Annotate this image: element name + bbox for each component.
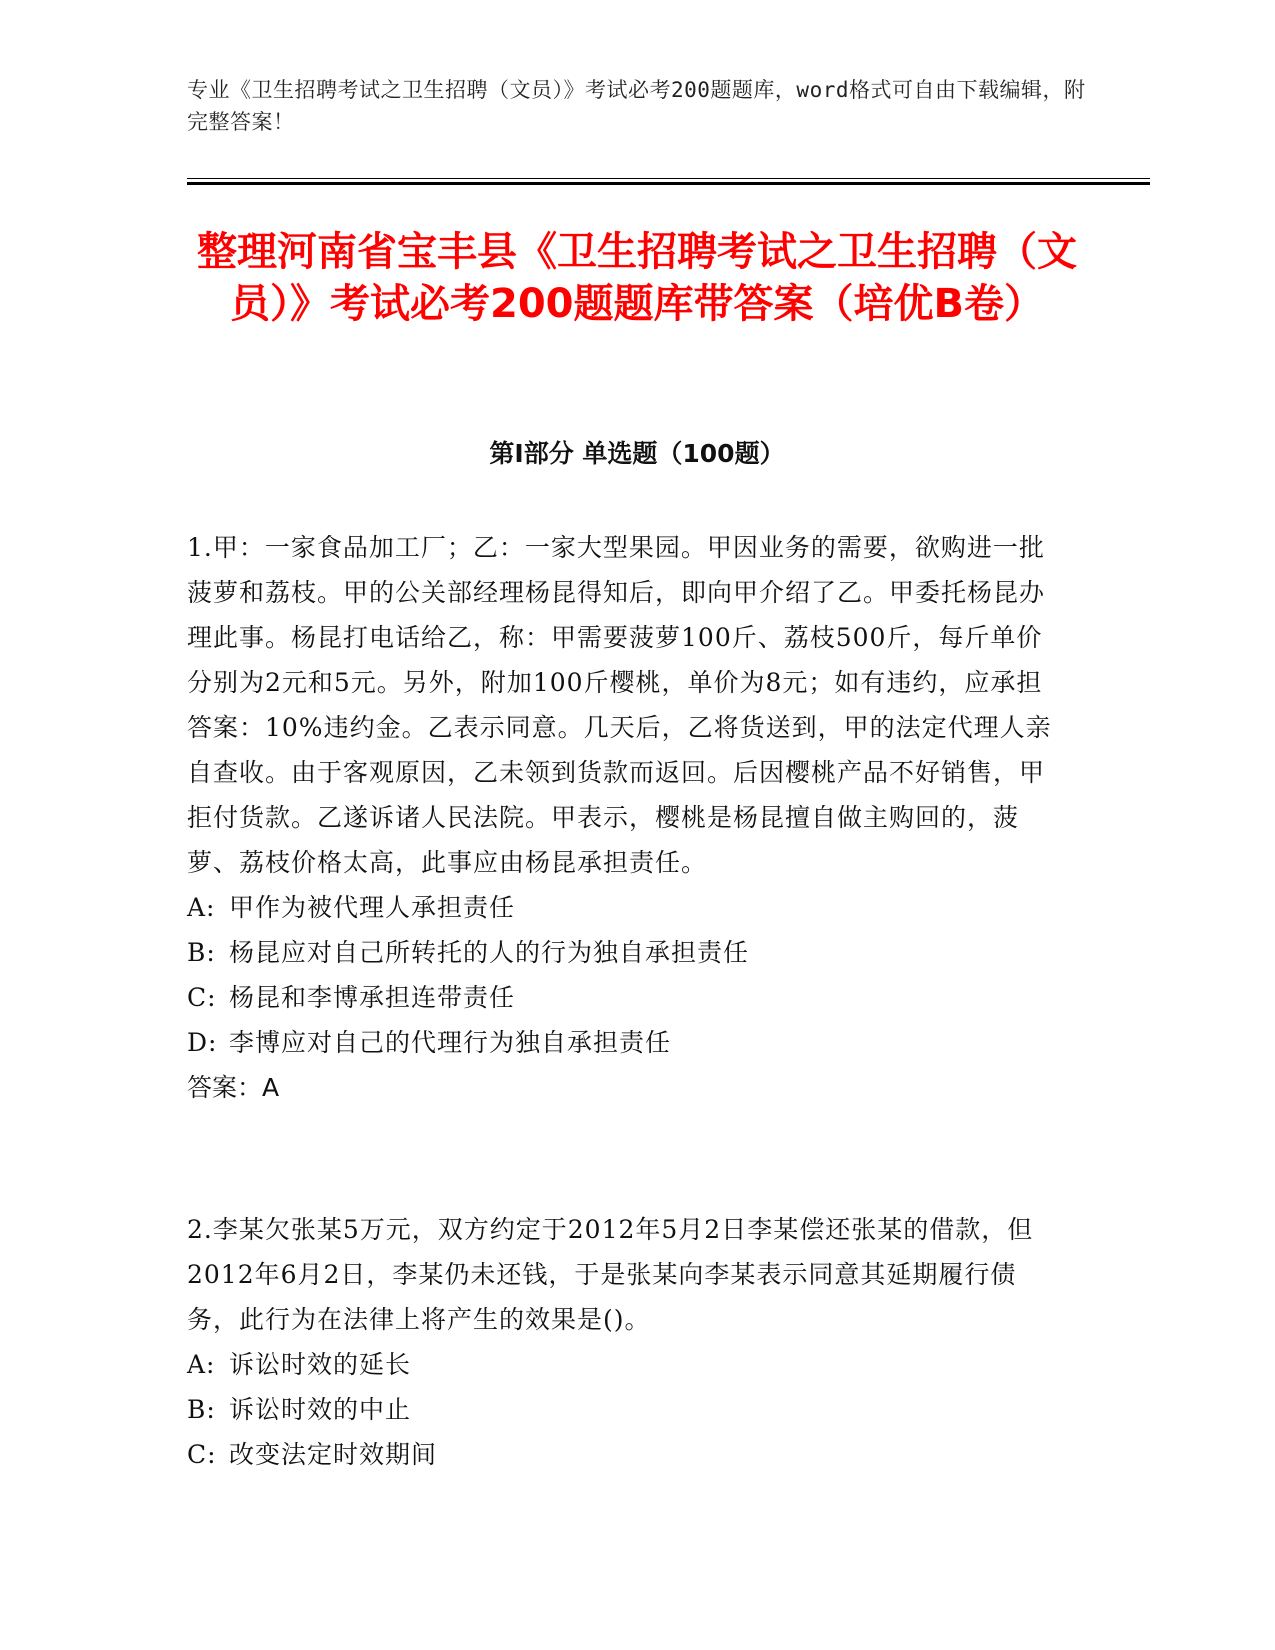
question-2: [187, 1207, 1067, 1477]
option-key: A:: [187, 1350, 216, 1379]
option-text: 李博应对自己的代理行为独自承担责任: [229, 1028, 672, 1057]
option-text: 诉讼时效的延长: [229, 1350, 412, 1379]
option-b: [187, 1387, 1067, 1432]
option-key: A:: [187, 893, 216, 922]
option-key: C:: [187, 983, 217, 1012]
document-title: 整理河南省宝丰县《卫生招聘考试之卫生招聘（文员）》考试必考200题题库带答案（培优B卷）: [197, 229, 1077, 327]
option-text: 改变法定时效期间: [229, 1440, 438, 1469]
option-text: 甲作为被代理人承担责任: [229, 893, 516, 922]
option-text: 杨昆和李博承担连带责任: [229, 983, 516, 1012]
option-key: B:: [187, 1395, 216, 1424]
option-key: C:: [187, 1440, 217, 1469]
header-divider-thin: [187, 178, 1150, 179]
question-stem: 2.李某欠张某5万元，双方约定于2012年5月2日李某偿还张某的借款，但2012年6月2日，李某仍未还钱，于是张某向李某表示同意其延期履行债务，此行为在法律上将产生的效果是()。: [187, 1215, 1034, 1334]
option-d: [187, 1020, 1067, 1065]
option-c: [187, 975, 1067, 1020]
header-divider-thick: [187, 182, 1150, 185]
question-stem: 1.甲：一家食品加工厂；乙：一家大型果园。甲因业务的需要，欲购进一批菠萝和荔枝。甲的公关部经理杨昆得知后，即向甲介绍了乙。甲委托杨昆办理此事。杨昆打电话给乙，称：甲需要菠萝100斤、荔枝500斤，每斤单价分别为2元和5元。另外，附加100斤樱桃，单价为8元；如有违约，应承担答案：10%违约金。乙表示同意。几天后，乙将货送到，甲的法定代理人亲自查收。由于客观原因，乙未领到货款而返回。后因樱桃产品不好销售，甲拒付货款。乙遂诉诸人民法院。甲表示，樱桃是杨昆擅自做主购回的，菠萝、荔枝价格太高，此事应由杨昆承担责任。: [187, 533, 1052, 877]
answer-line: 答案：A: [187, 1073, 280, 1102]
option-text: 杨昆应对自己所转托的人的行为独自承担责任: [229, 938, 750, 967]
option-key: D:: [187, 1028, 218, 1057]
option-c: [187, 1432, 1067, 1477]
option-key: B:: [187, 938, 216, 967]
section-heading: 第Ⅰ部分 单选题（100题）: [489, 439, 785, 468]
question-1: [187, 525, 1067, 1110]
option-b: [187, 930, 1067, 975]
option-a: [187, 885, 1067, 930]
option-text: 诉讼时效的中止: [229, 1395, 412, 1424]
option-a: [187, 1342, 1067, 1387]
header-note: 专业《卫生招聘考试之卫生招聘（文员）》考试必考200题题库，word格式可自由下载编辑，附完整答案！: [187, 78, 1086, 134]
